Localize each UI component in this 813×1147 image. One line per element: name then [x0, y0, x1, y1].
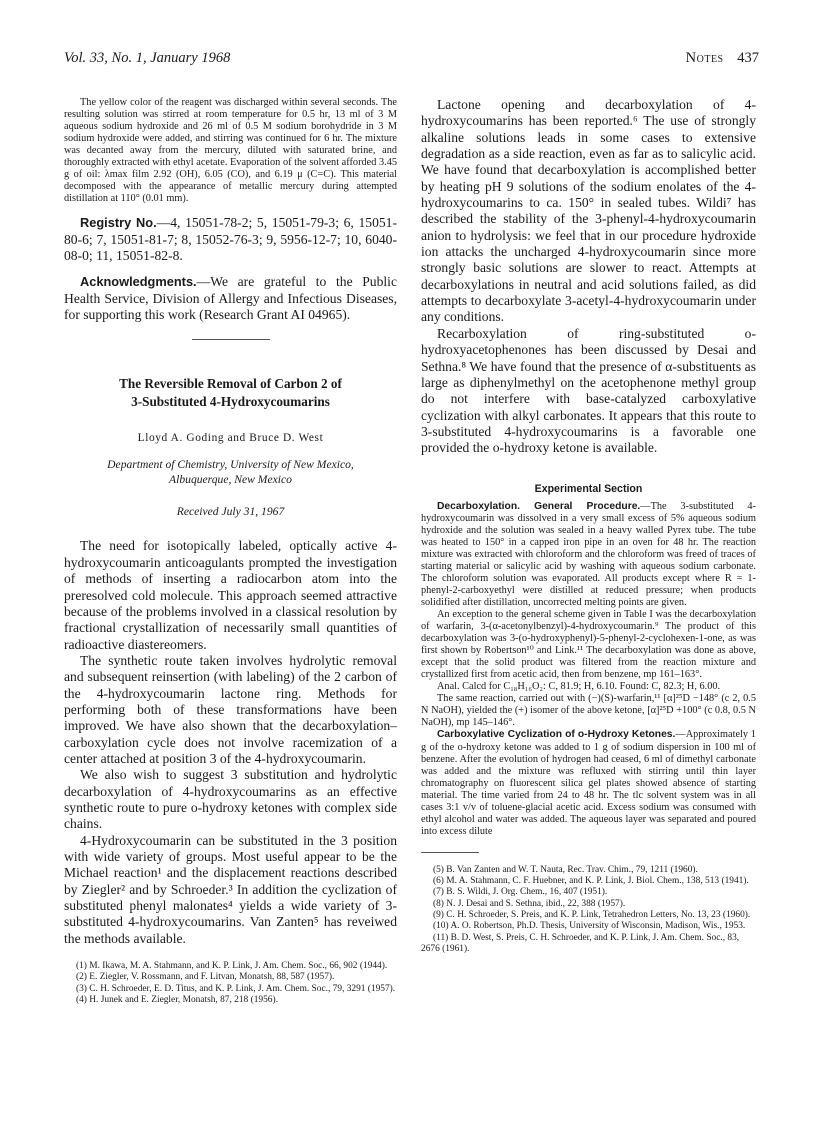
- footnote: (8) N. J. Desai and S. Sethna, ibid., 22, 388 (1957).: [433, 898, 626, 909]
- article-separator: [192, 339, 270, 340]
- footnote: (10) A. O. Robertson, Ph.D. Thesis, University of Wisconsin, Madison, Wis., 1953.: [433, 921, 746, 932]
- right-footnotes: [421, 865, 756, 955]
- registry-numbers: —4, 15051-78-2; 5, 15051-79-3; 6, 15051-80-6; 7, 15051-81-7; 8, 15052-76-3; 9, 5956-12-7; 10, 6040-08-0; 11, 15051-82-8.: [64, 215, 397, 264]
- body-paragraph: 4-Hydroxycoumarin can be substituted in the 3 position with wide variety of groups. Most useful appear to be the Michael reaction¹ and the displacement reactions described by Ziegler² and by Schroeder.³ In addition the cyclization of substituted phenyl malonates⁴ yields a wide variety of 3-substituted 4-hydroxycoumarins. Van Zanten⁵ has reveiwed the methods available.: [64, 832, 397, 946]
- page-number-group: [686, 50, 759, 67]
- footnote: (3) C. H. Schroeder, E. D. Titus, and K. P. Link, J. Am. Chem. Soc., 79, 3291 (1957).: [76, 983, 396, 994]
- acknowledgments-paragraph: [64, 274, 397, 323]
- footnote: (9) C. H. Schroeder, S. Preis, and K. P. Link, Tetrahedron Letters, No. 13, 23 (1960).: [433, 910, 751, 921]
- article-title-line-1: The Reversible Removal of Carbon 2 of: [119, 376, 342, 392]
- acknowledgments-text: —We are grateful to the Public Health Service, Division of Allergy and Infectious Diseases, for supporting this work (Research Grant AI 04965).: [64, 274, 397, 323]
- carboxylative-cyclization: [421, 729, 756, 837]
- experimental-heading: Experimental Section: [534, 482, 643, 495]
- carboxylative-label: Carboxylative Cyclization of o-Hydroxy Ketones.: [437, 729, 676, 741]
- footnote: (11) B. D. West, S. Preis, C. H. Schroeder, and K. P. Link, J. Am. Chem. Soc., 83, 2676 (1961).: [421, 932, 740, 954]
- affiliation: [64, 458, 397, 487]
- body-paragraph: The synthetic route taken involves hydrolytic removal and subsequent reinsertion (with labeling) of the 2 carbon of the 4-hydroxycoumarin lactone ring. Methods for performing both of these transformations have been improved. We have also shown that the decarboxylation–carboxylation cycle does not involve racemization of a center attached at position 3 of the 4-hydroxycoumarin.: [64, 652, 397, 766]
- left-footnotes: [64, 961, 397, 1006]
- article-title: [64, 375, 397, 411]
- body-paragraph: Lactone opening and decarboxylation of 4-hydroxycoumarins has been reported.⁶ The use of strongly alkaline solutions leads in some cases to extensive degradation as a side reaction, even as far as to salicylic acid. We have found that decarboxylation is accomplished better by heating pH 9 solutions of the sodium enolates of the 4-hydroxycoumarins to ca. 150° in sealed tubes. Wildi⁷ has described the stability of the 3-phenyl-4-hydroxycoumarin anion to hydrolysis: we feel that in our procedure hydroxide ion attacks the uncharged 4-hydroxycoumarin since more strongly basic solutions are slower to react. Attempts at decarboxylations in neutral and acid solutions failed, as did attempts to decarboxylate 3-acetyl-4-hydroxycoumarin under any conditions.: [421, 97, 756, 325]
- article-authors: Lloyd A. Goding and Bruce D. West: [137, 432, 324, 445]
- affiliation-line-1: Department of Chemistry, University of New Mexico,: [107, 458, 354, 472]
- footnote: (1) M. Ikawa, M. A. Stahmann, and K. P. Link, J. Am. Chem. Soc., 66, 902 (1944).: [76, 961, 388, 972]
- received-date: Received July 31, 1967: [176, 505, 285, 519]
- decarboxylation-procedure: [421, 501, 756, 609]
- affiliation-line-2: Albuquerque, New Mexico: [169, 472, 292, 486]
- registry-paragraph: [64, 215, 397, 264]
- footnote: (5) B. Van Zanten and W. T. Nauta, Rec. Trav. Chim., 79, 1211 (1960).: [433, 864, 698, 875]
- analysis-paragraph: Anal. Calcd for C₁₈H₁₆O₂: C, 81.9; H, 6.10. Found: C, 82.3; H, 6.00.: [437, 681, 721, 693]
- left-column: [64, 97, 397, 1006]
- decarboxylation-text: —The 3-substituted 4-hydroxycoumarin was dissolved in a very small excess of 5% aqueous sodium hydroxide and the solution was sealed in a heavy walled Pyrex tube. The tube was heated to 150° in a capped iron pipe in an oven for 48 hr. The reaction mixture was extracted with chloroform and the chloroform was freed of traces of starting material or salicylic acid by washing with aqueous sodium carbonate. The chloroform solution was evaporated. All products except where R = 1-phenyl-2-carboxyethyl were distilled at reduced pressure; when products solidified after distillation, uncorrected melting points are given.: [421, 500, 756, 608]
- left-body: [64, 538, 397, 947]
- body-paragraph: The need for isotopically labeled, optically active 4-hydroxycoumarin anticoagulants prompted the investigation of methods of inserting a radiocarbon atom into the preresolved cold molecule. This approach seemed attractive because of the problems involved in a classical resolution by fractional crystallization of necessarily small quantities of radioactive diastereomers.: [64, 538, 397, 652]
- acknowledgments-label: Acknowledgments.: [80, 274, 197, 290]
- footnote: (7) B. S. Wildi, J. Org. Chem., 16, 407 (1951).: [433, 887, 608, 898]
- journal-issue-line: Vol. 33, No. 1, January 1968: [64, 50, 231, 66]
- running-header: [64, 50, 759, 72]
- right-column: [421, 97, 756, 955]
- carboxylative-text: —Approximately 1 g of the o-hydroxy ketone was added to 1 g of sodium dispersion in 100 ml of benzene. After the evolution of hydrogen had ceased, 6 ml of dimethyl carbonate was added and the mixture was refluxed with stirring until thin layer chromatography on fluorescent silica gel plates showed absence of starting material. The time varied from 24 to 48 hr. The tlc solvent system was in all cases 3:1 v/v of toluene-glacial acetic acid. Excess sodium was consumed with ethyl alcohol and water was added. The aqueous layer was separated and poured into excess dilute: [421, 729, 756, 837]
- article-title-line-2: 3-Substituted 4-Hydroxycoumarins: [131, 394, 330, 410]
- page-number: 437: [737, 50, 759, 66]
- exception-paragraph: An exception to the general scheme given in Table I was the decarboxylation of warfarin, 3-(α-acetonylbenzyl)-4-hydroxycoumarin.⁹ The product of this decarboxylation was 3-(o-hydroxyphenyl)-5-phenyl-2-cyclohexen-1-one, as was first shown by Robertson¹⁰ and Link.¹¹ The decarboxylation was done as above, except that the solid product was filtered from the reaction mixture and crystallized first from acetic acid, then from benzene, mp 161–163°.: [421, 608, 756, 681]
- body-paragraph: We also wish to suggest 3 substitution and hydrolytic decarboxylation of 4-hydroxycoumarins as an effective synthetic route to pure o-hydroxy ketones with complex side chains.: [64, 767, 397, 832]
- footnote: (4) H. Junek and E. Ziegler, Monatsh, 87, 218 (1956).: [76, 994, 278, 1005]
- intro-paragraph: The yellow color of the reagent was discharged within several seconds. The resulting solution was stirred at room temperature for 0.5 hr, 13 ml of 3 M aqueous sodium hydroxide and 26 ml of 0.5 M sodium borohydride in 3 M sodium hydroxide were added, and stirring was continued for 6 hr. The mixture was decanted away from the mercury, diluted with saturated brine, and thoroughly extracted with ethyl acetate. Evaporation of the solvent afforded 3.45 g of oil: λmax film 2.92 (OH), 6.05 (CO), and 6.19 μ (C=C). This material decomposed with the appearance of metallic mercury during attempted distillation at 110° (0.01 mm).: [64, 97, 397, 205]
- footnote: (2) E. Ziegler, V. Rossmann, and F. Litvan, Monatsh, 88, 587 (1957).: [76, 972, 335, 983]
- body-paragraph: Recarboxylation of ring-substituted o-hydroxyacetophenones has been discussed by Desai and Sethna.⁸ We have found that the presence of α-substituents as large as diphenylmethyl on the acetophenone methyl group do not interfere with base-catalyzed carboxylative cyclization with alkyl carbonates. It appears that this route to 3-substituted 4-hydroxycoumarins is a favorable one provided the o-hydroxy ketone is available.: [421, 325, 756, 456]
- registry-label: Registry No.: [80, 215, 157, 231]
- footnote-rule: [421, 852, 479, 853]
- footnote: (6) M. A. Stahmann, C. F. Huebner, and K. P. Link, J. Biol. Chem., 138, 513 (1941).: [433, 876, 749, 887]
- same-reaction-paragraph: The same reaction, carried out with (−)(S)-warfarin,¹¹ [α]²⁵D −148° (c 2, 0.5 N NaOH), yielded the (+) isomer of the above ketone, [α]²⁵D +100° (c 0.8, 0.5 N NaOH), mp 145–146°.: [421, 693, 756, 729]
- section-name: Notes: [685, 50, 724, 66]
- decarboxylation-label: Decarboxylation. General Procedure.: [437, 500, 641, 512]
